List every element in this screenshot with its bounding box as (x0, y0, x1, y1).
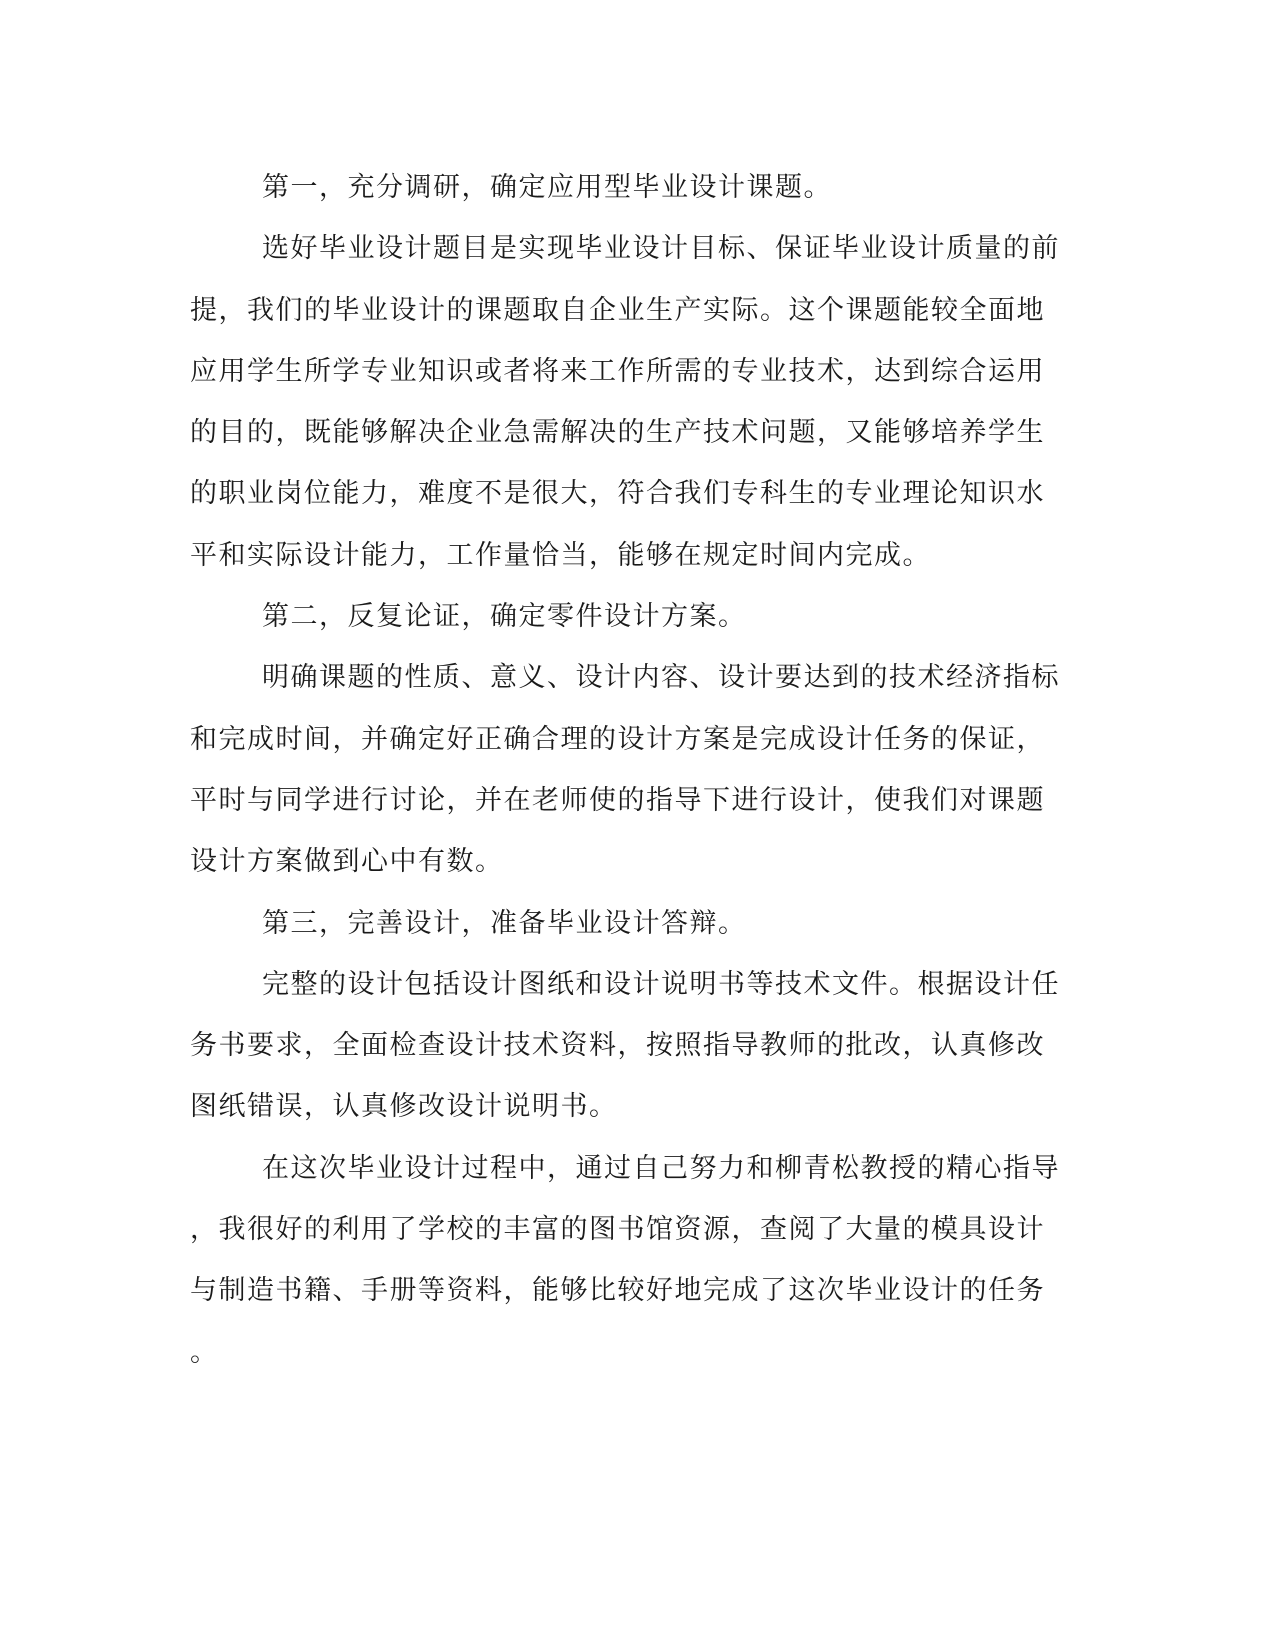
paragraph-line: 提，我们的毕业设计的课题取自企业生产实际。这个课题能较全面地 (190, 294, 1045, 326)
paragraph-line: 的职业岗位能力，难度不是很大，符合我们专科生的专业理论知识水 (190, 478, 1045, 510)
section-heading-1: 第一，充分调研，确定应用型毕业设计课题。 (262, 172, 832, 203)
paragraph-line: 完整的设计包括设计图纸和设计说明书等技术文件。根据设计任 (262, 968, 1060, 1000)
paragraph-line: 的目的，既能够解决企业急需解决的生产技术问题，又能够培养学生 (190, 417, 1045, 449)
section-heading-2: 第二，反复论证，确定零件设计方案。 (262, 601, 747, 633)
paragraph-line: 应用学生所学专业知识或者将来工作所需的专业技术，达到综合运用 (190, 355, 1045, 387)
paragraph-line: 和完成时间，并确定好正确合理的设计方案是完成设计任务的保证， (190, 723, 1045, 755)
paragraph-line: 设计方案做到心中有数。 (190, 846, 504, 878)
paragraph-line: 与制造书籍、手册等资料，能够比较好地完成了这次毕业设计的任务 (190, 1275, 1045, 1307)
paragraph-line: 图纸错误，认真修改设计说明书。 (190, 1091, 618, 1123)
document-body (190, 157, 1080, 1383)
paragraph-line: 选好毕业设计题目是实现毕业设计目标、保证毕业设计质量的前 (262, 233, 1060, 265)
paragraph-line: ，我很好的利用了学校的丰富的图书馆资源，查阅了大量的模具设计 (190, 1214, 1045, 1246)
section-heading-3: 第三，完善设计，准备毕业设计答辩。 (262, 907, 747, 939)
paragraph-line: 平和实际设计能力，工作量恰当，能够在规定时间内完成。 (190, 539, 931, 571)
paragraph-line: 平时与同学进行讨论，并在老师使的指导下进行设计，使我们对课题 (190, 784, 1045, 816)
paragraph-line: 务书要求，全面检查设计技术资料，按照指导教师的批改，认真修改 (190, 1030, 1045, 1062)
paragraph-line: 在这次毕业设计过程中，通过自己努力和柳青松教授的精心指导 (262, 1152, 1060, 1184)
paragraph-line: 。 (190, 1336, 219, 1368)
paragraph-line: 明确课题的性质、意义、设计内容、设计要达到的技术经济指标 (262, 662, 1060, 694)
